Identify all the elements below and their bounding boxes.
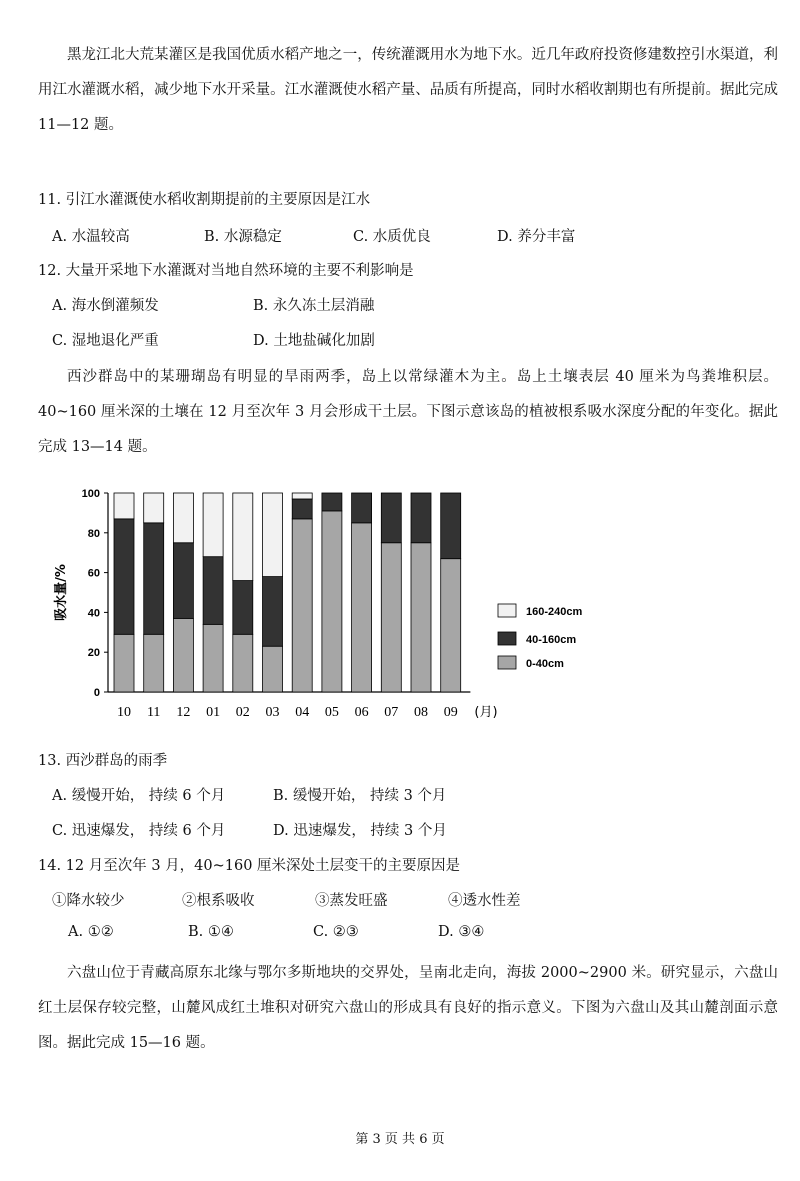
bar-segment-0-40cm-09 — [441, 559, 461, 692]
question-13-stem: 13. 西沙群岛的雨季 — [38, 753, 168, 769]
q12-option-c: C. 湿地退化严重 — [52, 333, 159, 349]
q12-option-d: D. 土地盐碱化加剧 — [253, 333, 375, 349]
bar-segment-40-160cm-08 — [411, 493, 431, 543]
bar-segment-160-240cm-04 — [292, 493, 312, 499]
x-tick-label: 12 — [176, 705, 191, 720]
bar-segment-40-160cm-10 — [114, 519, 134, 634]
question-14-stem: 14. 12 月至次年 3 月，40~160 厘米深处土层变干的主要原因是 — [38, 858, 461, 874]
bar-segment-0-40cm-10 — [114, 634, 134, 692]
page-footer: 第 3 页 共 6 页 — [355, 1132, 445, 1147]
bar-segment-40-160cm-02 — [233, 581, 253, 635]
q11-option-a: A. 水温较高 — [52, 229, 130, 245]
q11-option-b: B. 水源稳定 — [204, 229, 282, 245]
bar-segment-40-160cm-09 — [441, 493, 461, 559]
bar-segment-40-160cm-12 — [173, 543, 193, 619]
q14-item-2: ②根系吸收 — [182, 893, 255, 909]
x-tick-label: 02 — [235, 705, 250, 720]
bar-segment-160-240cm-03 — [263, 493, 283, 577]
bar-segment-40-160cm-04 — [292, 499, 312, 519]
bar-segment-0-40cm-03 — [263, 646, 283, 692]
y-tick-label: 40 — [87, 607, 100, 620]
q14-option-d: D. ③④ — [438, 924, 485, 940]
q13-option-b: B. 缓慢开始， 持续 3 个月 — [273, 788, 447, 804]
bar-segment-160-240cm-11 — [144, 493, 164, 523]
q14-option-b: B. ①④ — [188, 924, 234, 940]
bar-segment-160-240cm-01 — [203, 493, 223, 557]
bar-segment-160-240cm-10 — [114, 493, 134, 519]
bar-segment-0-40cm-08 — [411, 543, 431, 692]
y-tick-label: 80 — [87, 527, 100, 540]
legend-label: 160-240cm — [526, 606, 583, 618]
q12-option-b: B. 永久冻土层消融 — [253, 298, 375, 314]
x-tick-label: 06 — [354, 705, 369, 720]
x-tick-label: 05 — [324, 705, 339, 720]
y-tick-label: 100 — [81, 488, 100, 500]
bar-segment-0-40cm-01 — [203, 624, 223, 692]
q13-option-d: D. 迅速爆发， 持续 3 个月 — [273, 823, 447, 839]
y-tick-label: 20 — [87, 647, 100, 660]
q14-option-c: C. ②③ — [313, 924, 359, 940]
legend-label: 0-40cm — [526, 658, 564, 670]
y-axis-label: 吸水量/% — [54, 564, 69, 621]
x-tick-label: 04 — [295, 705, 310, 720]
x-axis-unit: (月) — [474, 705, 498, 720]
legend-swatch-40-160cm — [498, 632, 516, 645]
legend-swatch-0-40cm — [498, 656, 516, 669]
bar-segment-0-40cm-02 — [233, 634, 253, 692]
bar-segment-40-160cm-06 — [352, 493, 372, 523]
bar-segment-0-40cm-05 — [322, 511, 342, 692]
x-tick-label: 07 — [384, 705, 399, 720]
bar-segment-0-40cm-07 — [381, 543, 401, 692]
bar-segment-40-160cm-07 — [381, 493, 401, 543]
bar-segment-40-160cm-01 — [203, 557, 223, 625]
bar-segment-0-40cm-04 — [292, 519, 312, 692]
q14-item-3: ③蒸发旺盛 — [315, 893, 388, 909]
x-tick-label: 03 — [265, 705, 280, 720]
bar-segment-160-240cm-02 — [233, 493, 253, 581]
x-tick-label: 11 — [146, 705, 161, 720]
passage-paragraph: 六盘山位于青藏高原东北缘与鄂尔多斯地块的交界处，呈南北走向，海拔 2000~2900 米。研究显示，六盘山红土层保存较完整，山麓风成红土堆积对研究六盘山的形成具有良好的指示意义。下图为六盘山及其山麓剖面示意图。据此完成 15—16 题。 — [38, 965, 778, 1051]
bar-segment-160-240cm-12 — [173, 493, 193, 543]
legend-swatch-160-240cm — [498, 604, 516, 617]
legend-label: 40-160cm — [526, 634, 577, 646]
q13-option-c: C. 迅速爆发， 持续 6 个月 — [52, 823, 226, 839]
passage-paragraph: 西沙群岛中的某珊瑚岛有明显的旱雨两季，岛上以常绿灌木为主。岛上土壤表层 40 厘米为鸟粪堆积层。40~160 厘米深的土壤在 12 月至次年 3 月会形成干土层。下图示意该岛的植被根系吸水深度分配的年变化。据此完成 13—14 题。 — [38, 369, 778, 455]
bar-segment-40-160cm-11 — [144, 523, 164, 634]
bar-segment-40-160cm-03 — [263, 577, 283, 647]
question-12-stem: 12. 大量开采地下水灌溉对当地自然环境的主要不利影响是 — [38, 263, 414, 279]
bar-segment-0-40cm-06 — [352, 523, 372, 692]
x-tick-label: 01 — [206, 705, 221, 720]
q14-item-1: ①降水较少 — [52, 893, 125, 909]
root-water-uptake-chart — [38, 478, 598, 728]
y-tick-label: 60 — [87, 567, 100, 580]
question-11-stem: 11. 引江水灌溉使水稻收割期提前的主要原因是江水 — [38, 192, 371, 208]
bar-segment-40-160cm-05 — [322, 493, 342, 511]
q11-option-c: C. 水质优良 — [353, 229, 431, 245]
q11-option-d: D. 养分丰富 — [497, 229, 576, 245]
x-tick-label: 10 — [117, 705, 131, 720]
bar-segment-0-40cm-12 — [173, 618, 193, 692]
y-tick-label: 0 — [93, 687, 100, 699]
x-tick-label: 09 — [443, 705, 458, 720]
bar-segment-0-40cm-11 — [144, 634, 164, 692]
q13-option-a: A. 缓慢开始， 持续 6 个月 — [52, 788, 226, 804]
q14-option-a: A. ①② — [68, 924, 114, 940]
q14-item-4: ④透水性差 — [448, 893, 521, 909]
q12-option-a: A. 海水倒灌频发 — [52, 298, 159, 314]
x-tick-label: 08 — [414, 705, 428, 720]
passage-paragraph: 黑龙江北大荒某灌区是我国优质水稻产地之一，传统灌溉用水为地下水。近几年政府投资修建数控引水渠道，利用江水灌溉水稻，减少地下水开采量。江水灌溉使水稻产量、品质有所提高，同时水稻收割期也有所提前。据此完成 11—12 题。 — [38, 47, 778, 133]
